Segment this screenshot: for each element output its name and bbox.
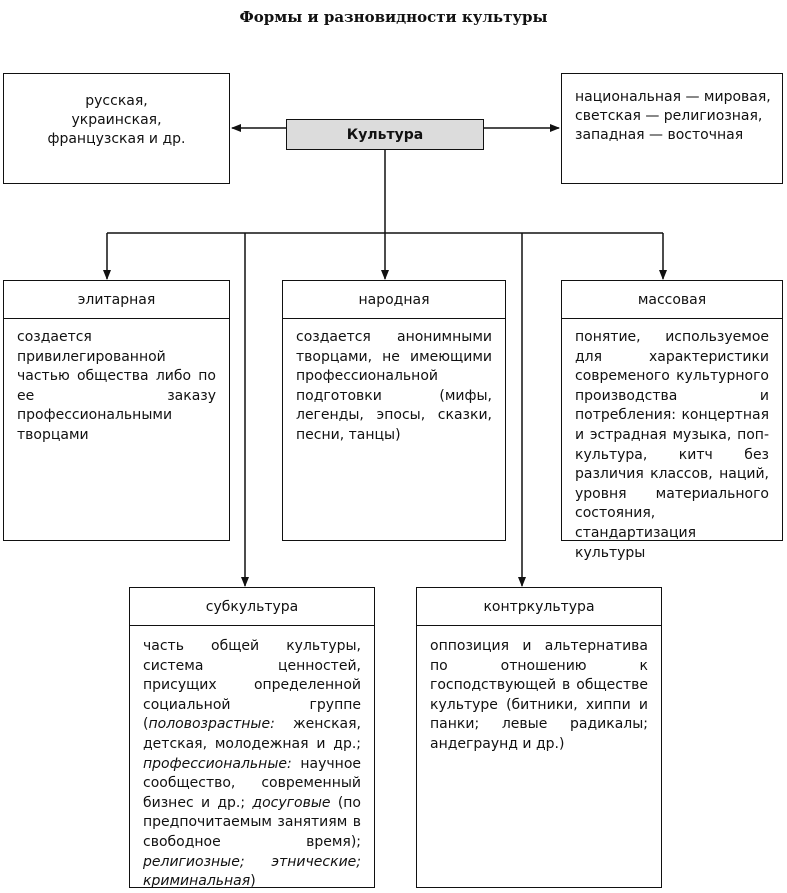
subculture-text: часть общей культуры, система ценностей, присущих определенной социальной группе (половозрастные: женская, детская, молодежная и др.; профессиональные: научное сообщество, современный бизнес и др.; досуговые (по предпочитаемым занятиям в свободное время); религиозные; этнические; криминальная) [143,638,361,890]
elite-text: создается привилегированной частью общества либо по ее заказу профессиональными творцами [17,329,216,443]
right-box [561,73,783,184]
counterculture-text: оппозиция и альтернатива по отношению к господствующей в обществе культуре (битники, хиппи и панки; левые радикалы; андеграунд и др.) [430,638,648,752]
subculture-heading: субкультура [130,588,374,626]
folk-heading: народная [283,281,505,319]
left-box-line: французская и др. [47,131,186,147]
mass-text: понятие, используемое для характеристики современого культурного производства и потребления: концертная и эстрадная музыка, поп-культура, китч без различия классов, наций, уровня материального состояния, стандартизация культуры [575,329,769,561]
center-box: Культура [286,119,484,150]
subculture-italic: профессиональные: [143,755,292,772]
mass-box [561,280,783,561]
right-box-line: светская — религиозная, [575,108,763,124]
subculture-italic: половозрастные: [148,716,275,733]
subculture-box [129,587,375,888]
folk-text: создается анонимными творцами, не имеющими профессиональной подготовки (мифы, легенды, эпосы, сказки, песни, танцы) [296,329,492,443]
counterculture-box [416,587,662,888]
subculture-italic: досуговые [252,794,331,811]
left-box-line: украинская, [71,112,162,128]
mass-heading: массовая [562,281,782,319]
right-box-line: национальная — мировая, [575,89,771,105]
left-box-line: русская, [85,93,148,109]
elite-heading: элитарная [4,281,229,319]
folk-box [282,280,506,541]
elite-box [3,280,230,541]
subculture-italic: религиозные; этнические; криминальная [143,853,361,890]
diagram-title: Формы и разновидности культуры [239,8,548,26]
counterculture-heading: контркультура [417,588,661,626]
left-box [3,73,230,184]
right-box-line: западная — восточная [575,127,744,143]
